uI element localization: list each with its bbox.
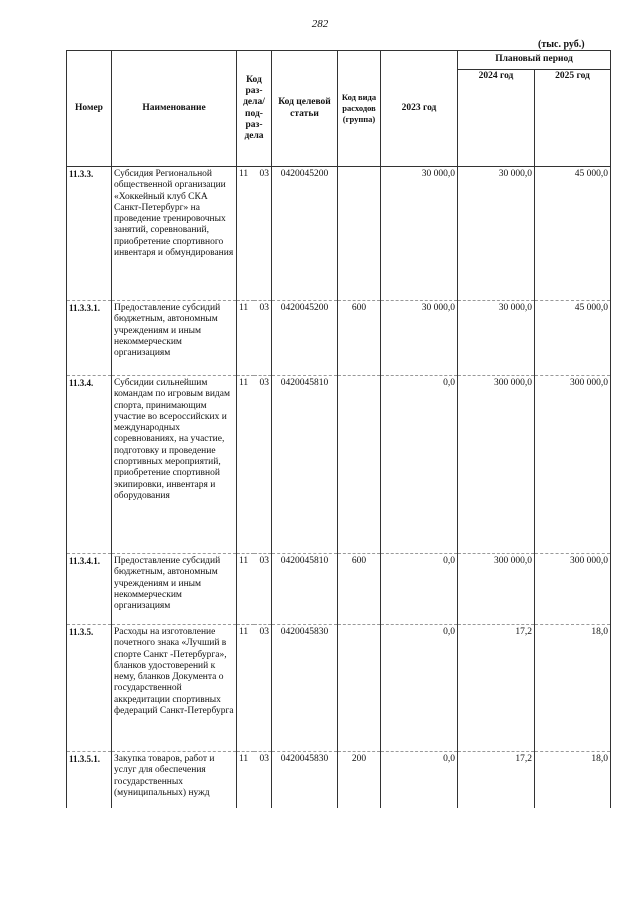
row-name: Предоставление субсидий бюджетным, автономным учреждениям и иным некоммерческим организациям	[112, 301, 237, 376]
row-section: 11	[237, 167, 254, 301]
row-number: 11.3.3.1.	[67, 301, 112, 376]
header-plan-period: Плановый период	[458, 51, 611, 70]
row-name: Расходы на изготовление почетного знака «Лучший в спорте Санкт -Петербурга», бланков удостоверений к нему, бланков Документа о государственной аккредитации спортивных федераций Санкт-Петербурга	[112, 625, 237, 752]
row-target: 0420045200	[272, 301, 338, 376]
table-row	[67, 376, 611, 554]
row-expense	[338, 625, 381, 752]
row-number: 11.3.5.	[67, 625, 112, 752]
row-2024: 300 000,0	[458, 554, 535, 625]
table-header	[67, 51, 611, 167]
row-number: 11.3.4.1.	[67, 554, 112, 625]
row-target: 0420045200	[272, 167, 338, 301]
row-subsection: 03	[254, 376, 272, 554]
table-row	[67, 167, 611, 301]
header-expense: Код вида расходов (группа)	[338, 51, 381, 167]
row-2025: 300 000,0	[535, 554, 611, 625]
row-2025: 18,0	[535, 625, 611, 752]
units-label: (тыс. руб.)	[538, 39, 585, 50]
row-name: Субсидии сильнейшим командам по игровым видам спорта, принимающим участие во всероссийских и международных соревнованиях, на участие, подготовку и проведение спортивных мероприятий, приобретение спортивной экипировки, инвентаря и оборудования	[112, 376, 237, 554]
row-expense	[338, 376, 381, 554]
row-section: 11	[237, 301, 254, 376]
page-number: 282	[311, 18, 329, 30]
row-2023: 0,0	[381, 752, 458, 809]
row-section: 11	[237, 625, 254, 752]
row-target: 0420045810	[272, 554, 338, 625]
header-2023: 2023 год	[381, 51, 458, 167]
row-2024: 17,2	[458, 625, 535, 752]
row-subsection: 03	[254, 625, 272, 752]
header-2025: 2025 год	[535, 70, 611, 85]
row-2023: 0,0	[381, 625, 458, 752]
row-2025: 18,0	[535, 752, 611, 809]
budget-table	[66, 50, 611, 808]
header-2025-space	[535, 84, 611, 167]
row-2024: 30 000,0	[458, 167, 535, 301]
row-2023: 0,0	[381, 376, 458, 554]
table-row	[67, 625, 611, 752]
header-name: Наименование	[112, 51, 237, 167]
table-row	[67, 301, 611, 376]
row-subsection: 03	[254, 752, 272, 809]
header-section: Код раз-дела/ под-раз-дела	[237, 51, 272, 167]
row-2024: 17,2	[458, 752, 535, 809]
row-subsection: 03	[254, 167, 272, 301]
row-section: 11	[237, 554, 254, 625]
row-target: 0420045830	[272, 625, 338, 752]
row-name: Закупка товаров, работ и услуг для обеспечения государственных (муниципальных) нужд	[112, 752, 237, 809]
row-section: 11	[237, 752, 254, 809]
header-2024: 2024 год	[458, 70, 535, 85]
row-name: Субсидия Региональной общественной организации «Хоккейный клуб СКА Санкт-Петербург» на проведение тренировочных занятий, соревнований, приобретение спортивного инвентаря и обмундирования	[112, 167, 237, 301]
row-expense: 200	[338, 752, 381, 809]
row-target: 0420045810	[272, 376, 338, 554]
row-number: 11.3.3.	[67, 167, 112, 301]
row-2024: 30 000,0	[458, 301, 535, 376]
table-row	[67, 554, 611, 625]
row-2023: 30 000,0	[381, 301, 458, 376]
row-section: 11	[237, 376, 254, 554]
row-expense: 600	[338, 554, 381, 625]
row-2023: 30 000,0	[381, 167, 458, 301]
header-number: Номер	[67, 51, 112, 167]
header-2024-space	[458, 84, 535, 167]
row-2023: 0,0	[381, 554, 458, 625]
row-target: 0420045830	[272, 752, 338, 809]
row-subsection: 03	[254, 554, 272, 625]
table-row	[67, 752, 611, 809]
row-expense	[338, 167, 381, 301]
header-target: Код целевой статьи	[272, 51, 338, 167]
row-2024: 300 000,0	[458, 376, 535, 554]
row-2025: 45 000,0	[535, 167, 611, 301]
row-subsection: 03	[254, 301, 272, 376]
row-number: 11.3.5.1.	[67, 752, 112, 809]
row-expense: 600	[338, 301, 381, 376]
row-2025: 300 000,0	[535, 376, 611, 554]
row-2025: 45 000,0	[535, 301, 611, 376]
row-number: 11.3.4.	[67, 376, 112, 554]
row-name: Предоставление субсидий бюджетным, автономным учреждениям и иным некоммерческим организациям	[112, 554, 237, 625]
